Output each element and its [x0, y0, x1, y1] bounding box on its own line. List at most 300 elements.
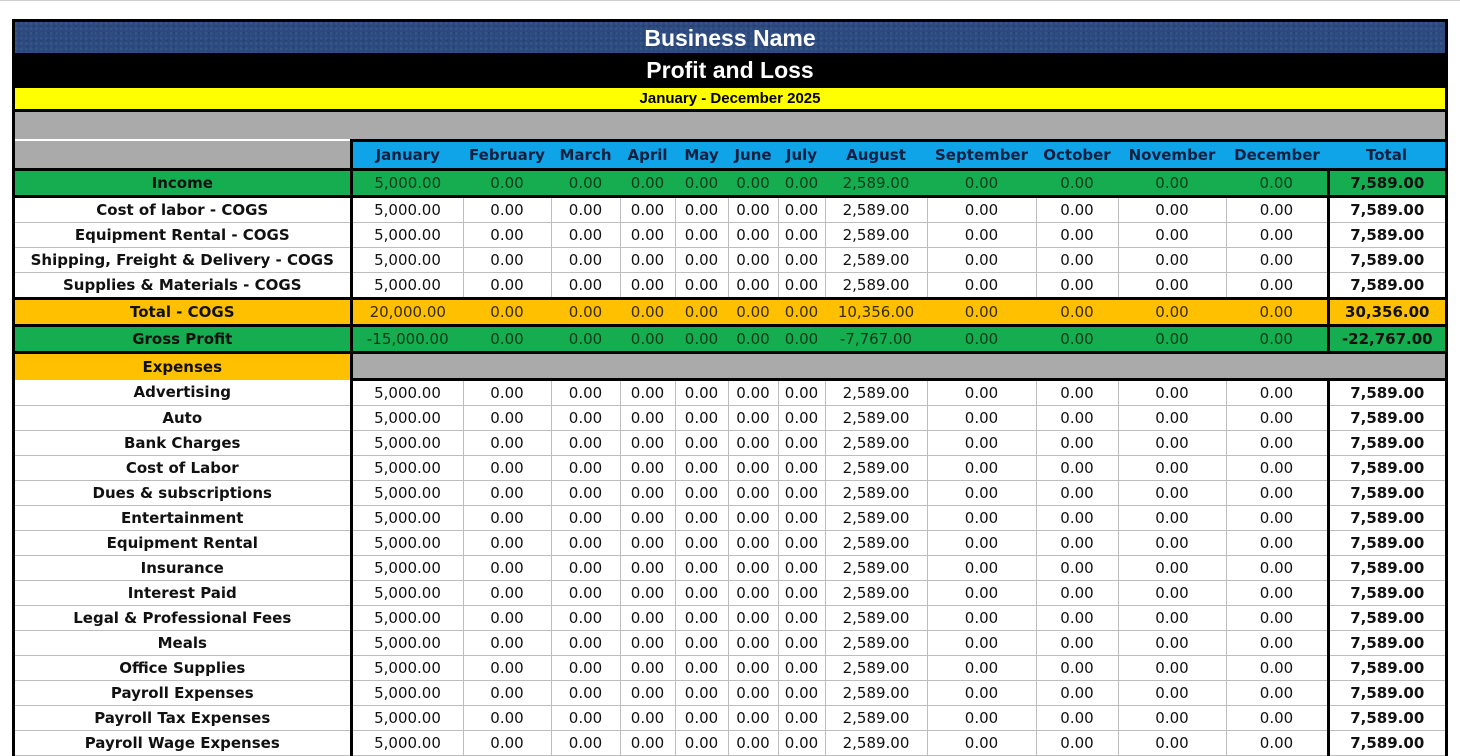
- value-cell[interactable]: 0.00: [1226, 197, 1328, 223]
- value-cell[interactable]: 0.00: [551, 273, 620, 299]
- value-cell[interactable]: 0.00: [1036, 606, 1118, 631]
- value-cell[interactable]: 0.00: [1036, 170, 1118, 197]
- value-cell[interactable]: 0.00: [728, 248, 778, 273]
- value-cell[interactable]: 0.00: [778, 326, 825, 353]
- value-cell[interactable]: 0.00: [620, 223, 675, 248]
- value-cell[interactable]: 0.00: [675, 170, 728, 197]
- value-cell[interactable]: 0.00: [675, 706, 728, 731]
- value-cell[interactable]: 0.00: [1036, 197, 1118, 223]
- value-cell[interactable]: 0.00: [675, 531, 728, 556]
- value-cell[interactable]: 0.00: [463, 606, 551, 631]
- value-cell[interactable]: 0.00: [1226, 481, 1328, 506]
- value-cell[interactable]: 0.00: [1036, 631, 1118, 656]
- value-cell[interactable]: 0.00: [1118, 481, 1226, 506]
- column-header-february: February: [463, 141, 551, 170]
- value-cell[interactable]: 0.00: [551, 431, 620, 456]
- value-cell[interactable]: 0.00: [551, 481, 620, 506]
- value-cell[interactable]: 0.00: [551, 556, 620, 581]
- value-cell[interactable]: 0.00: [1226, 431, 1328, 456]
- row-total-cell[interactable]: 7,589.00: [1328, 406, 1445, 431]
- value-cell[interactable]: 0.00: [620, 556, 675, 581]
- value-cell[interactable]: 0.00: [778, 481, 825, 506]
- value-cell[interactable]: 0.00: [620, 531, 675, 556]
- value-cell[interactable]: 0.00: [778, 273, 825, 299]
- value-cell[interactable]: 0.00: [1118, 431, 1226, 456]
- value-cell[interactable]: 0.00: [728, 431, 778, 456]
- value-cell[interactable]: 0.00: [728, 606, 778, 631]
- value-cell[interactable]: 5,000.00: [351, 531, 463, 556]
- row-total-cell[interactable]: -22,767.00: [1328, 326, 1445, 353]
- value-cell[interactable]: 0.00: [551, 531, 620, 556]
- row-total-cell[interactable]: 7,589.00: [1328, 531, 1445, 556]
- value-cell[interactable]: 0.00: [463, 456, 551, 481]
- value-cell[interactable]: 0.00: [927, 606, 1036, 631]
- value-cell[interactable]: 5,000.00: [351, 248, 463, 273]
- value-cell[interactable]: 0.00: [1118, 631, 1226, 656]
- value-cell[interactable]: 0.00: [1118, 556, 1226, 581]
- value-cell[interactable]: 5,000.00: [351, 481, 463, 506]
- value-cell[interactable]: 0.00: [927, 531, 1036, 556]
- value-cell[interactable]: 0.00: [675, 456, 728, 481]
- value-cell[interactable]: 0.00: [778, 606, 825, 631]
- value-cell[interactable]: 0.00: [778, 223, 825, 248]
- value-cell[interactable]: 0.00: [675, 506, 728, 531]
- value-cell[interactable]: 0.00: [551, 326, 620, 353]
- value-cell[interactable]: 5,000.00: [351, 506, 463, 531]
- value-cell[interactable]: 0.00: [927, 248, 1036, 273]
- value-cell[interactable]: 2,589.00: [825, 170, 927, 197]
- value-cell[interactable]: 0.00: [675, 326, 728, 353]
- value-cell[interactable]: 0.00: [728, 531, 778, 556]
- row-total-cell[interactable]: 7,589.00: [1328, 197, 1445, 223]
- value-cell[interactable]: 0.00: [728, 197, 778, 223]
- value-cell[interactable]: 0.00: [728, 170, 778, 197]
- value-cell[interactable]: 0.00: [1036, 456, 1118, 481]
- row-total-cell[interactable]: 7,589.00: [1328, 681, 1445, 706]
- value-cell[interactable]: 0.00: [778, 631, 825, 656]
- value-cell[interactable]: 0.00: [463, 248, 551, 273]
- value-cell[interactable]: 0.00: [728, 273, 778, 299]
- value-cell[interactable]: 0.00: [463, 197, 551, 223]
- value-cell[interactable]: 0.00: [1226, 456, 1328, 481]
- value-cell[interactable]: 0.00: [1226, 556, 1328, 581]
- value-cell[interactable]: 0.00: [463, 431, 551, 456]
- value-cell[interactable]: 0.00: [620, 581, 675, 606]
- value-cell[interactable]: 0.00: [1036, 531, 1118, 556]
- cogs-row: [15, 248, 1445, 273]
- value-cell[interactable]: 0.00: [1118, 531, 1226, 556]
- value-cell[interactable]: 0.00: [1118, 506, 1226, 531]
- value-cell[interactable]: 0.00: [1226, 299, 1328, 326]
- value-cell[interactable]: 0.00: [463, 531, 551, 556]
- value-cell[interactable]: 0.00: [675, 481, 728, 506]
- value-cell[interactable]: 0.00: [675, 631, 728, 656]
- value-cell[interactable]: 2,589.00: [825, 681, 927, 706]
- gross-profit-row: [15, 326, 1445, 353]
- value-cell[interactable]: 0.00: [728, 556, 778, 581]
- value-cell[interactable]: 5,000.00: [351, 606, 463, 631]
- row-total-cell[interactable]: 7,589.00: [1328, 170, 1445, 197]
- value-cell[interactable]: 2,589.00: [825, 631, 927, 656]
- row-total-cell[interactable]: 7,589.00: [1328, 223, 1445, 248]
- value-cell[interactable]: 0.00: [1118, 248, 1226, 273]
- row-total-cell[interactable]: 7,589.00: [1328, 706, 1445, 731]
- value-cell[interactable]: 0.00: [778, 556, 825, 581]
- value-cell[interactable]: 0.00: [551, 248, 620, 273]
- value-cell[interactable]: 0.00: [675, 273, 728, 299]
- value-cell[interactable]: 0.00: [728, 223, 778, 248]
- value-cell[interactable]: 0.00: [551, 631, 620, 656]
- value-cell[interactable]: 2,589.00: [825, 197, 927, 223]
- value-cell[interactable]: 0.00: [927, 326, 1036, 353]
- value-cell[interactable]: 0.00: [1226, 681, 1328, 706]
- expense-row: [15, 631, 1445, 656]
- value-cell[interactable]: 0.00: [551, 581, 620, 606]
- value-cell[interactable]: -7,767.00: [825, 326, 927, 353]
- column-header-october: October: [1036, 141, 1118, 170]
- value-cell[interactable]: 0.00: [778, 506, 825, 531]
- value-cell[interactable]: 0.00: [728, 706, 778, 731]
- value-cell[interactable]: 2,589.00: [825, 606, 927, 631]
- value-cell[interactable]: 5,000.00: [351, 406, 463, 431]
- value-cell[interactable]: 0.00: [620, 380, 675, 406]
- value-cell[interactable]: 0.00: [551, 406, 620, 431]
- value-cell[interactable]: 5,000.00: [351, 223, 463, 248]
- value-cell[interactable]: 0.00: [1226, 170, 1328, 197]
- value-cell[interactable]: 0.00: [675, 681, 728, 706]
- value-cell[interactable]: 5,000.00: [351, 681, 463, 706]
- value-cell[interactable]: 0.00: [551, 299, 620, 326]
- value-cell[interactable]: 5,000.00: [351, 556, 463, 581]
- value-cell[interactable]: 0.00: [1226, 731, 1328, 756]
- value-cell[interactable]: 0.00: [551, 456, 620, 481]
- value-cell[interactable]: 0.00: [463, 506, 551, 531]
- value-cell[interactable]: 0.00: [620, 606, 675, 631]
- value-cell[interactable]: 2,589.00: [825, 706, 927, 731]
- value-cell[interactable]: 0.00: [551, 506, 620, 531]
- value-cell[interactable]: 0.00: [927, 406, 1036, 431]
- spacer-band: [15, 112, 1445, 139]
- value-cell[interactable]: 0.00: [1226, 506, 1328, 531]
- value-cell[interactable]: 0.00: [778, 731, 825, 756]
- value-cell[interactable]: 0.00: [728, 406, 778, 431]
- value-cell[interactable]: 0.00: [463, 273, 551, 299]
- value-cell[interactable]: 0.00: [1226, 606, 1328, 631]
- value-cell[interactable]: 0.00: [675, 581, 728, 606]
- value-cell[interactable]: 0.00: [551, 731, 620, 756]
- row-label: Payroll Wage Expenses: [15, 731, 351, 756]
- value-cell[interactable]: 0.00: [728, 380, 778, 406]
- report-title-band: Profit and Loss: [15, 53, 1445, 88]
- value-cell[interactable]: 0.00: [1226, 406, 1328, 431]
- value-cell[interactable]: 0.00: [675, 406, 728, 431]
- value-cell[interactable]: 0.00: [1226, 273, 1328, 299]
- value-cell[interactable]: 0.00: [778, 197, 825, 223]
- value-cell[interactable]: 0.00: [620, 248, 675, 273]
- value-cell[interactable]: 0.00: [675, 431, 728, 456]
- value-cell[interactable]: 0.00: [620, 481, 675, 506]
- value-cell[interactable]: 2,589.00: [825, 656, 927, 681]
- value-cell[interactable]: 0.00: [675, 197, 728, 223]
- value-cell[interactable]: 0.00: [620, 273, 675, 299]
- value-cell[interactable]: 0.00: [1036, 431, 1118, 456]
- value-cell[interactable]: 0.00: [551, 223, 620, 248]
- value-cell[interactable]: 0.00: [927, 506, 1036, 531]
- value-cell[interactable]: 0.00: [675, 606, 728, 631]
- value-cell[interactable]: 5,000.00: [351, 380, 463, 406]
- value-cell[interactable]: 0.00: [1036, 406, 1118, 431]
- value-cell[interactable]: 0.00: [620, 631, 675, 656]
- value-cell[interactable]: 0.00: [463, 170, 551, 197]
- value-cell[interactable]: 0.00: [728, 631, 778, 656]
- value-cell[interactable]: 0.00: [1226, 581, 1328, 606]
- value-cell[interactable]: 0.00: [675, 248, 728, 273]
- value-cell[interactable]: 2,589.00: [825, 273, 927, 299]
- value-cell[interactable]: 0.00: [927, 223, 1036, 248]
- value-cell[interactable]: 0.00: [1118, 456, 1226, 481]
- value-cell[interactable]: 0.00: [620, 656, 675, 681]
- row-total-cell[interactable]: 7,589.00: [1328, 481, 1445, 506]
- value-cell[interactable]: 0.00: [675, 556, 728, 581]
- value-cell[interactable]: 2,589.00: [825, 731, 927, 756]
- value-cell[interactable]: 0.00: [1226, 631, 1328, 656]
- value-cell[interactable]: 0.00: [927, 631, 1036, 656]
- value-cell[interactable]: 0.00: [620, 170, 675, 197]
- value-cell[interactable]: 0.00: [778, 681, 825, 706]
- value-cell[interactable]: 0.00: [551, 170, 620, 197]
- value-cell[interactable]: 0.00: [463, 299, 551, 326]
- value-cell[interactable]: 0.00: [551, 380, 620, 406]
- value-cell[interactable]: 0.00: [620, 681, 675, 706]
- value-cell[interactable]: 0.00: [1036, 731, 1118, 756]
- value-cell[interactable]: 0.00: [620, 731, 675, 756]
- value-cell[interactable]: 5,000.00: [351, 197, 463, 223]
- value-cell[interactable]: 5,000.00: [351, 731, 463, 756]
- value-cell[interactable]: 0.00: [728, 681, 778, 706]
- value-cell[interactable]: 0.00: [463, 581, 551, 606]
- value-cell[interactable]: 0.00: [620, 326, 675, 353]
- row-total-cell[interactable]: 7,589.00: [1328, 248, 1445, 273]
- value-cell[interactable]: 0.00: [675, 380, 728, 406]
- row-total-cell[interactable]: 7,589.00: [1328, 631, 1445, 656]
- value-cell[interactable]: 0.00: [927, 681, 1036, 706]
- value-cell[interactable]: 0.00: [1118, 406, 1226, 431]
- value-cell[interactable]: 0.00: [728, 731, 778, 756]
- row-label: Shipping, Freight & Delivery - COGS: [15, 248, 351, 273]
- value-cell[interactable]: 0.00: [927, 299, 1036, 326]
- value-cell[interactable]: 2,589.00: [825, 556, 927, 581]
- value-cell[interactable]: 0.00: [1036, 299, 1118, 326]
- value-cell[interactable]: 0.00: [675, 299, 728, 326]
- value-cell[interactable]: 0.00: [728, 299, 778, 326]
- value-cell[interactable]: 0.00: [675, 656, 728, 681]
- value-cell[interactable]: 0.00: [620, 506, 675, 531]
- value-cell[interactable]: 0.00: [463, 656, 551, 681]
- row-label: Supplies & Materials - COGS: [15, 273, 351, 299]
- expense-row: [15, 656, 1445, 681]
- value-cell[interactable]: 0.00: [1036, 481, 1118, 506]
- row-total-cell[interactable]: 7,589.00: [1328, 606, 1445, 631]
- value-cell[interactable]: 2,589.00: [825, 223, 927, 248]
- value-cell[interactable]: 0.00: [675, 223, 728, 248]
- value-cell[interactable]: 0.00: [1118, 299, 1226, 326]
- value-cell[interactable]: 20,000.00: [351, 299, 463, 326]
- value-cell[interactable]: 0.00: [1118, 706, 1226, 731]
- value-cell[interactable]: 0.00: [1118, 326, 1226, 353]
- value-cell[interactable]: 0.00: [463, 631, 551, 656]
- value-cell[interactable]: 0.00: [463, 380, 551, 406]
- value-cell[interactable]: 0.00: [927, 170, 1036, 197]
- value-cell[interactable]: 0.00: [1226, 380, 1328, 406]
- value-cell[interactable]: 0.00: [728, 656, 778, 681]
- value-cell[interactable]: 0.00: [778, 406, 825, 431]
- value-cell[interactable]: 5,000.00: [351, 706, 463, 731]
- value-cell[interactable]: 0.00: [1226, 326, 1328, 353]
- value-cell[interactable]: 0.00: [1118, 681, 1226, 706]
- value-cell[interactable]: 0.00: [1118, 197, 1226, 223]
- column-header-march: March: [551, 141, 620, 170]
- value-cell[interactable]: 0.00: [1226, 223, 1328, 248]
- value-cell[interactable]: 5,000.00: [351, 631, 463, 656]
- value-cell[interactable]: 2,589.00: [825, 380, 927, 406]
- value-cell[interactable]: 0.00: [1118, 273, 1226, 299]
- value-cell[interactable]: 0.00: [778, 706, 825, 731]
- value-cell[interactable]: 0.00: [927, 581, 1036, 606]
- value-cell[interactable]: 0.00: [927, 731, 1036, 756]
- value-cell[interactable]: 0.00: [463, 556, 551, 581]
- value-cell[interactable]: 0.00: [1226, 706, 1328, 731]
- value-cell[interactable]: 0.00: [927, 481, 1036, 506]
- value-cell[interactable]: 0.00: [463, 326, 551, 353]
- value-cell[interactable]: 0.00: [728, 581, 778, 606]
- value-cell[interactable]: 0.00: [1036, 326, 1118, 353]
- value-cell[interactable]: 0.00: [551, 656, 620, 681]
- value-cell[interactable]: 0.00: [1036, 248, 1118, 273]
- value-cell[interactable]: 0.00: [463, 706, 551, 731]
- value-cell[interactable]: 0.00: [778, 656, 825, 681]
- value-cell[interactable]: 2,589.00: [825, 406, 927, 431]
- value-cell[interactable]: 0.00: [728, 506, 778, 531]
- value-cell[interactable]: 0.00: [463, 481, 551, 506]
- value-cell[interactable]: 0.00: [675, 731, 728, 756]
- row-total-cell[interactable]: 7,589.00: [1328, 731, 1445, 756]
- value-cell[interactable]: 0.00: [1118, 731, 1226, 756]
- value-cell[interactable]: 0.00: [620, 406, 675, 431]
- value-cell[interactable]: 0.00: [778, 170, 825, 197]
- value-cell[interactable]: 0.00: [551, 681, 620, 706]
- value-cell[interactable]: 0.00: [927, 656, 1036, 681]
- value-cell[interactable]: 0.00: [778, 581, 825, 606]
- value-cell[interactable]: 0.00: [1036, 506, 1118, 531]
- value-cell[interactable]: 5,000.00: [351, 170, 463, 197]
- value-cell[interactable]: 0.00: [778, 531, 825, 556]
- value-cell[interactable]: 2,589.00: [825, 248, 927, 273]
- value-cell[interactable]: 0.00: [1118, 380, 1226, 406]
- value-cell[interactable]: 0.00: [927, 456, 1036, 481]
- value-cell[interactable]: 0.00: [1118, 170, 1226, 197]
- value-cell[interactable]: 0.00: [551, 606, 620, 631]
- value-cell[interactable]: 0.00: [620, 431, 675, 456]
- value-cell[interactable]: 5,000.00: [351, 273, 463, 299]
- value-cell[interactable]: 2,589.00: [825, 531, 927, 556]
- value-cell[interactable]: 0.00: [778, 248, 825, 273]
- value-cell[interactable]: 2,589.00: [825, 456, 927, 481]
- value-cell[interactable]: 0.00: [1226, 531, 1328, 556]
- value-cell[interactable]: 0.00: [778, 431, 825, 456]
- value-cell[interactable]: 0.00: [1036, 273, 1118, 299]
- value-cell[interactable]: 0.00: [927, 431, 1036, 456]
- value-cell[interactable]: 0.00: [728, 326, 778, 353]
- row-total-cell[interactable]: 7,589.00: [1328, 506, 1445, 531]
- value-cell[interactable]: 0.00: [778, 299, 825, 326]
- value-cell[interactable]: 0.00: [463, 223, 551, 248]
- value-cell[interactable]: 0.00: [778, 456, 825, 481]
- value-cell[interactable]: 0.00: [927, 380, 1036, 406]
- value-cell[interactable]: 0.00: [620, 197, 675, 223]
- value-cell[interactable]: 0.00: [1036, 581, 1118, 606]
- value-cell[interactable]: 0.00: [778, 380, 825, 406]
- value-cell[interactable]: 10,356.00: [825, 299, 927, 326]
- value-cell[interactable]: 2,589.00: [825, 481, 927, 506]
- value-cell[interactable]: 0.00: [927, 197, 1036, 223]
- value-cell[interactable]: 0.00: [1036, 681, 1118, 706]
- value-cell[interactable]: 0.00: [1036, 706, 1118, 731]
- row-total-cell[interactable]: 7,589.00: [1328, 431, 1445, 456]
- expense-row: [15, 406, 1445, 431]
- value-cell[interactable]: 0.00: [1036, 656, 1118, 681]
- row-total-cell[interactable]: 7,589.00: [1328, 273, 1445, 299]
- value-cell[interactable]: 0.00: [463, 681, 551, 706]
- value-cell[interactable]: 0.00: [927, 273, 1036, 299]
- value-cell[interactable]: 2,589.00: [825, 581, 927, 606]
- value-cell[interactable]: 0.00: [728, 456, 778, 481]
- value-cell[interactable]: 0.00: [1226, 248, 1328, 273]
- value-cell[interactable]: 0.00: [927, 556, 1036, 581]
- value-cell[interactable]: 0.00: [463, 731, 551, 756]
- value-cell[interactable]: 0.00: [620, 456, 675, 481]
- value-cell[interactable]: 2,589.00: [825, 431, 927, 456]
- value-cell[interactable]: 0.00: [1118, 581, 1226, 606]
- value-cell[interactable]: 0.00: [551, 197, 620, 223]
- column-header-total: Total: [1328, 141, 1445, 170]
- row-total-cell[interactable]: 30,356.00: [1328, 299, 1445, 326]
- value-cell[interactable]: 5,000.00: [351, 656, 463, 681]
- row-total-cell[interactable]: 7,589.00: [1328, 380, 1445, 406]
- value-cell[interactable]: 2,589.00: [825, 506, 927, 531]
- value-cell[interactable]: 0.00: [1036, 223, 1118, 248]
- value-cell[interactable]: 0.00: [463, 406, 551, 431]
- value-cell[interactable]: 0.00: [620, 299, 675, 326]
- value-cell[interactable]: 0.00: [1036, 556, 1118, 581]
- value-cell[interactable]: 0.00: [1118, 656, 1226, 681]
- value-cell[interactable]: 5,000.00: [351, 456, 463, 481]
- value-cell[interactable]: 0.00: [620, 706, 675, 731]
- value-cell[interactable]: 0.00: [551, 706, 620, 731]
- value-cell[interactable]: 0.00: [1226, 656, 1328, 681]
- value-cell[interactable]: 0.00: [927, 706, 1036, 731]
- value-cell[interactable]: 0.00: [728, 481, 778, 506]
- row-total-cell[interactable]: 7,589.00: [1328, 581, 1445, 606]
- value-cell[interactable]: 5,000.00: [351, 431, 463, 456]
- value-cell[interactable]: -15,000.00: [351, 326, 463, 353]
- row-total-cell[interactable]: 7,589.00: [1328, 656, 1445, 681]
- value-cell[interactable]: 0.00: [1118, 606, 1226, 631]
- row-total-cell[interactable]: 7,589.00: [1328, 456, 1445, 481]
- row-total-cell[interactable]: 7,589.00: [1328, 556, 1445, 581]
- value-cell[interactable]: 5,000.00: [351, 581, 463, 606]
- value-cell[interactable]: 0.00: [1118, 223, 1226, 248]
- value-cell[interactable]: 0.00: [1036, 380, 1118, 406]
